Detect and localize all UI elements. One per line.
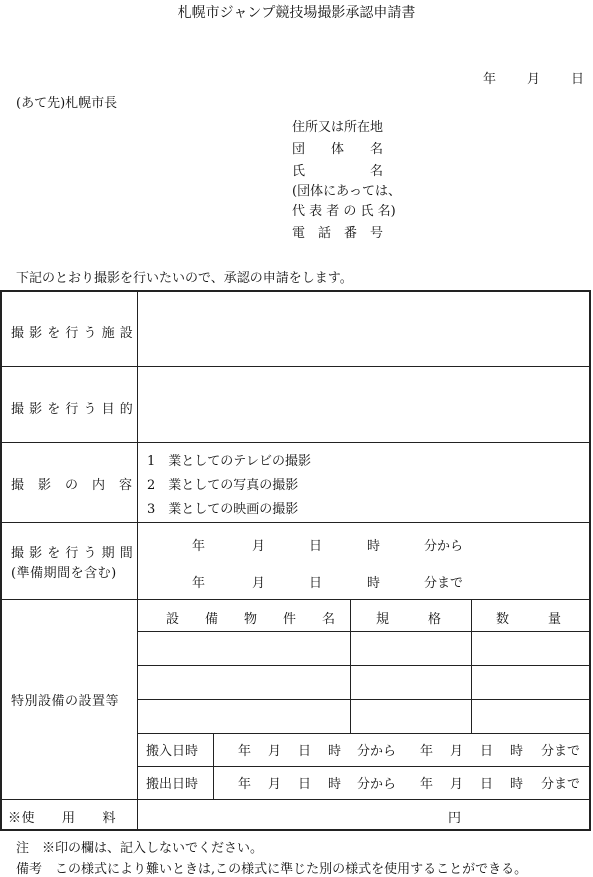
move-out-unit: 年	[420, 777, 434, 792]
period-from-year: 年	[192, 539, 206, 554]
equip-row-2[interactable]	[139, 666, 349, 699]
applicant-rep-note: (団体にあっては、	[292, 184, 401, 199]
period-from-month: 月	[252, 539, 266, 554]
move-out-unit: 月	[268, 777, 282, 792]
move-out-unit: 時	[328, 777, 342, 792]
date-month-label: 月	[527, 72, 541, 87]
content-label: 撮 影 の 内 容	[11, 478, 133, 493]
move-in-unit: 年	[420, 744, 434, 759]
purpose-input-cell[interactable]	[138, 367, 589, 442]
content-option-film[interactable]: 3 業としての映画の撮影	[147, 502, 299, 517]
period-to-month: 月	[252, 576, 266, 591]
move-out-unit: 日	[480, 777, 494, 792]
move-in-unit: 月	[268, 744, 282, 759]
equip-row-1[interactable]	[139, 632, 349, 665]
move-in-unit: 分まで	[541, 744, 581, 759]
purpose-label: 撮 影 を 行 う 目 的	[11, 402, 134, 417]
move-in-unit: 分から	[357, 744, 397, 759]
equipment-label: 特別設備の設置等	[11, 694, 120, 709]
move-out-unit: 分まで	[541, 777, 581, 792]
period-note: (準備期間を含む)	[11, 566, 117, 581]
move-out-unit: 日	[298, 777, 312, 792]
move-in-unit: 時	[328, 744, 342, 759]
facility-input-cell[interactable]	[138, 292, 589, 366]
applicant-name-label: 氏 名	[292, 164, 384, 179]
move-out-unit: 月	[450, 777, 464, 792]
period-to-day: 日	[309, 576, 323, 591]
period-label: 撮 影 を 行 う 期 間	[11, 546, 134, 561]
period-to-minute: 分まで	[424, 576, 464, 591]
intro-text: 下記のとおり撮影を行いたいので、承認の申請をします。	[16, 271, 353, 286]
move-out-unit: 時	[510, 777, 524, 792]
fee-label: ※使 用 料	[8, 811, 117, 826]
equip-header-name: 設 備 物 件 名	[166, 612, 336, 627]
equip-row-3[interactable]	[139, 700, 349, 733]
date-day-label: 日	[571, 72, 585, 87]
content-option-tv[interactable]: 1 業としてのテレビの撮影	[147, 454, 312, 469]
move-out-unit: 年	[238, 777, 252, 792]
move-in-unit: 月	[450, 744, 464, 759]
move-in-unit: 日	[298, 744, 312, 759]
date-year-label: 年	[483, 72, 497, 87]
note-asterisk: 注 ※印の欄は、記入しないでください。	[16, 841, 264, 856]
applicant-address-label: 住所又は所在地	[292, 120, 384, 135]
content-option-photo[interactable]: 2 業としての写真の撮影	[147, 478, 299, 493]
move-in-unit: 時	[510, 744, 524, 759]
period-to-year: 年	[192, 576, 206, 591]
move-out-unit: 分から	[357, 777, 397, 792]
applicant-rep-name-label: 代 表 者 の 氏 名)	[292, 204, 396, 219]
applicant-phone-label: 電 話 番 号	[292, 226, 384, 241]
application-form-table	[0, 290, 591, 831]
move-in-unit: 日	[480, 744, 494, 759]
move-in-unit: 年	[238, 744, 252, 759]
equip-header-qty: 数 量	[496, 612, 562, 627]
fee-unit: 円	[448, 811, 462, 826]
facility-label: 撮 影 を 行 う 施 設	[11, 326, 134, 341]
period-from-day: 日	[309, 539, 323, 554]
addressee: (あて先)札幌市長	[16, 96, 118, 111]
move-in-label: 搬入日時	[146, 744, 199, 759]
applicant-group-label: 団 体 名	[292, 142, 384, 157]
remarks-note: 備考 この様式により難いときは,この様式に準じた別の様式を使用することができる。	[16, 862, 528, 877]
move-out-label: 搬出日時	[146, 777, 199, 792]
period-to-hour: 時	[367, 576, 381, 591]
equip-header-spec: 規 格	[376, 612, 442, 627]
period-from-minute: 分から	[424, 539, 464, 554]
period-from-hour: 時	[367, 539, 381, 554]
form-title: 札幌市ジャンプ競技場撮影承認申請書	[177, 5, 416, 21]
